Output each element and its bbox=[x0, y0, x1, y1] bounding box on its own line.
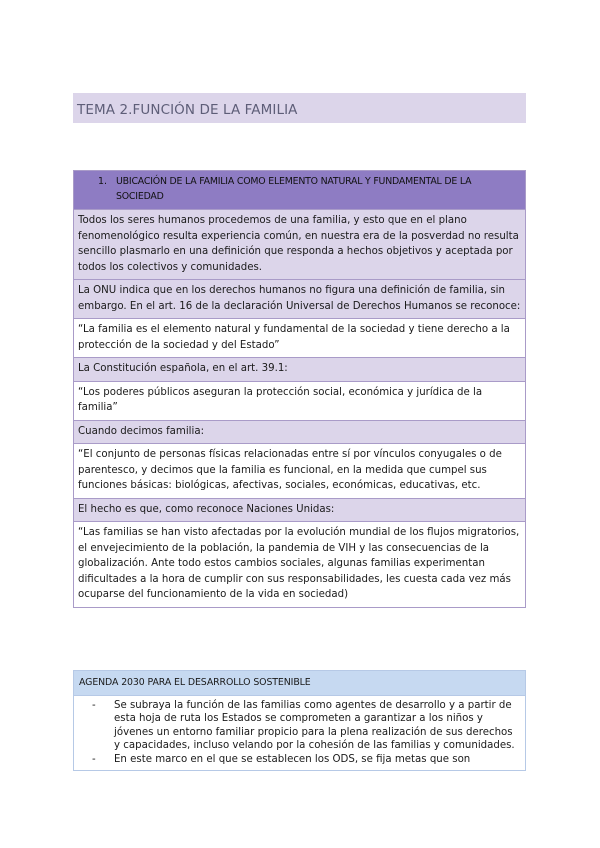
table-cell: “Los poderes públicos aseguran la protección social, económica y jurídica de la familia” bbox=[74, 381, 526, 420]
section-heading: UBICACIÓN DE LA FAMILIA COMO ELEMENTO NATURAL Y FUNDAMENTAL DE LA SOCIEDAD bbox=[116, 176, 472, 202]
table-cell: La Constitución española, en el art. 39.1: bbox=[74, 358, 526, 382]
bullet-marker: - bbox=[92, 699, 96, 711]
agenda-header-row bbox=[74, 671, 526, 696]
table-row bbox=[74, 210, 526, 280]
bullet-marker: - bbox=[92, 753, 96, 765]
agenda-body-cell bbox=[74, 695, 526, 771]
table-row bbox=[74, 444, 526, 499]
table-row bbox=[74, 522, 526, 608]
bullet-text: Se subraya la función de las familias como agentes de desarrollo y a partir de esta hoja de ruta los Estados se comprometen a garantizar a los niños y jóvenes un entorno familiar propicio para la plena realización de sus derechos y capacidades, incluso velando por la cohesión de las familias y comunidades. bbox=[114, 699, 515, 751]
table-cell: Cuando decimos familia: bbox=[74, 420, 526, 444]
document-title: TEMA 2.FUNCIÓN DE LA FAMILIA bbox=[77, 102, 298, 118]
list-item bbox=[92, 699, 521, 753]
table-row bbox=[74, 381, 526, 420]
document-title-bar bbox=[73, 93, 526, 123]
family-definition-table bbox=[73, 170, 526, 608]
table-cell: Todos los seres humanos procedemos de una familia, y esto que en el plano fenomenológico resulta experiencia común, en nuestra era de la posverdad no resulta sencillo plasmarlo en una definición que responda a hechos objetivos y aceptada por todos los colectivos y comunidades. bbox=[74, 210, 526, 280]
table-row bbox=[74, 498, 526, 522]
section-header-row bbox=[74, 171, 526, 210]
table-cell: “Las familias se han visto afectadas por la evolución mundial de los flujos migratorios, el envejecimiento de la población, la pandemia de VIH y las consecuencias de la globalización. Ante todo estos cambios sociales, algunas familias experimentan dificultades a la hora de cumplir con sus responsabilidades, les cuesta cada vez más ocuparse del funcionamiento de la vida en sociedad) bbox=[74, 522, 526, 608]
section-header-cell bbox=[74, 171, 526, 210]
table-cell: “El conjunto de personas físicas relacionadas entre sí por vínculos conyugales o de parentesco, y decimos que la familia es funcional, en la medida que cumpel sus funciones básicas: biológicas, afectivas, sociales, económicas, educativas, etc. bbox=[74, 444, 526, 499]
agenda-heading: AGENDA 2030 PARA EL DESARROLLO SOSTENIBLE bbox=[74, 671, 526, 696]
list-item bbox=[92, 753, 521, 767]
table-cell: “La familia es el elemento natural y fundamental de la sociedad y tiene derecho a la protección de la sociedad y del Estado” bbox=[74, 319, 526, 358]
agenda-body-row bbox=[74, 695, 526, 771]
table-row bbox=[74, 280, 526, 319]
table-row bbox=[74, 319, 526, 358]
bullet-text: En este marco en el que se establecen los ODS, se fija metas que son bbox=[114, 753, 471, 765]
table-cell: La ONU indica que en los derechos humanos no figura una definición de familia, sin embargo. En el art. 16 de la declaración Universal de Derechos Humanos se reconoce: bbox=[74, 280, 526, 319]
table-row bbox=[74, 420, 526, 444]
section-number: 1. bbox=[98, 176, 107, 187]
table-row bbox=[74, 358, 526, 382]
agenda-2030-table bbox=[73, 670, 526, 771]
table-cell: El hecho es que, como reconoce Naciones Unidas: bbox=[74, 498, 526, 522]
